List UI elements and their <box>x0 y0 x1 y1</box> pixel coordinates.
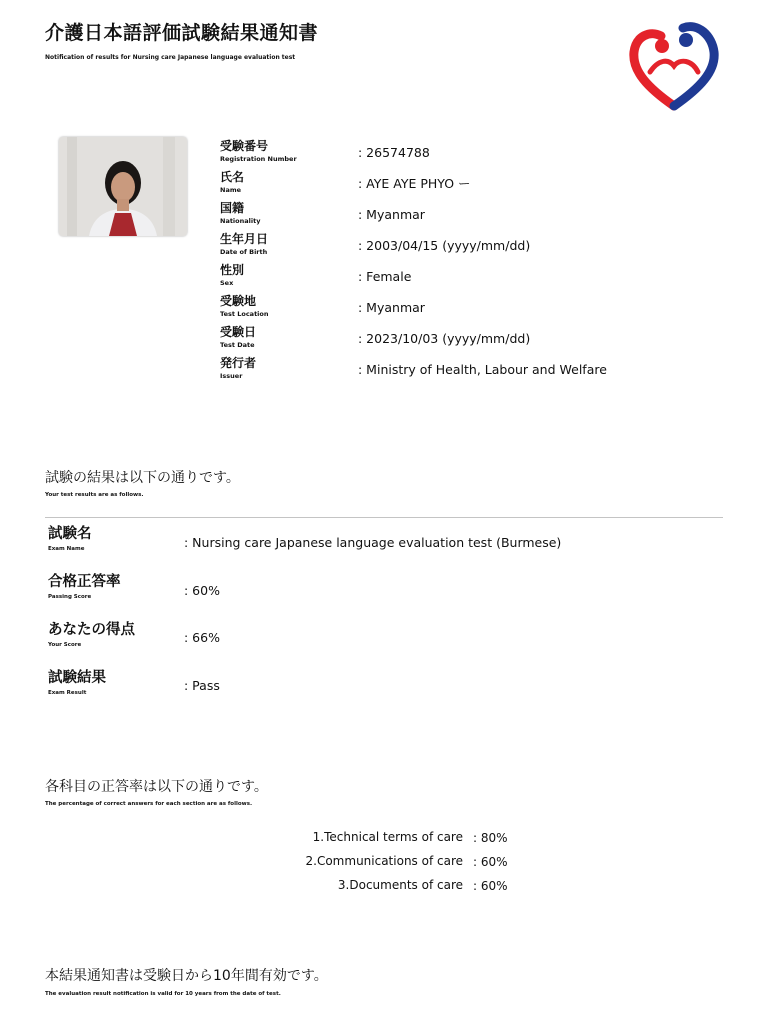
info-label-jp: 生年月日 <box>220 232 269 246</box>
passing-score-value: : 60% <box>184 583 220 598</box>
info-label-en: Nationality <box>220 217 261 225</box>
info-label-en: Test Location <box>220 310 269 318</box>
result-label-en: Exam Result <box>48 690 87 696</box>
info-label-test-date <box>220 325 256 349</box>
result-label-passing-score <box>48 573 121 601</box>
test-date-value: : 2023/10/03 (yyyy/mm/dd) <box>358 331 531 346</box>
test-location-value: : Myanmar <box>358 300 425 315</box>
info-label-en: Issuer <box>220 372 243 380</box>
result-label-jp: 試験名 <box>48 526 92 542</box>
validity-heading: 本結果通知書は受験日から10年間有効です。 <box>45 968 328 984</box>
exam-result-value: : Pass <box>184 678 220 693</box>
results-heading: 試験の結果は以下の通りです。 <box>45 470 240 486</box>
info-label-jp: 国籍 <box>220 201 245 215</box>
divider <box>45 517 723 518</box>
result-label-jp: 試験結果 <box>48 670 106 686</box>
info-label-en: Registration Number <box>220 155 297 163</box>
info-label-registration-number <box>220 139 297 163</box>
info-label-jp: 受験地 <box>220 294 257 308</box>
person-photo-icon <box>59 137 187 236</box>
result-label-en: Passing Score <box>48 594 92 600</box>
info-label-en: Test Date <box>220 341 255 349</box>
exam-name-value: : Nursing care Japanese language evaluation test (Burmese) <box>184 535 562 550</box>
result-label-en: Your Score <box>48 642 82 648</box>
info-label-jp: 受験日 <box>220 325 257 339</box>
sex-value: : Female <box>358 269 412 284</box>
info-label-en: Sex <box>220 279 234 287</box>
your-score-value: : 66% <box>184 630 220 645</box>
info-label-nationality <box>220 201 260 225</box>
result-label-jp: あなたの得点 <box>48 622 135 638</box>
info-label-jp: 受験番号 <box>220 139 269 153</box>
info-label-jp: 氏名 <box>220 170 245 184</box>
section-score-technical-terms: : 80% <box>473 831 508 845</box>
date-of-birth-value: : 2003/04/15 (yyyy/mm/dd) <box>358 238 531 253</box>
validity-heading-en: The evaluation result notification is valid for 10 years from the date of test. <box>45 991 281 997</box>
info-label-en: Name <box>220 186 242 194</box>
result-label-your-score <box>48 621 135 649</box>
results-heading-en: Your test results are as follows. <box>45 492 144 498</box>
sections-heading-en: The percentage of correct answers for each section are as follows. <box>45 801 253 807</box>
name-value: : AYE AYE PHYO ー <box>358 176 471 191</box>
section-name-documents: 3.Documents of care <box>337 878 463 892</box>
info-label-jp: 性別 <box>220 263 245 277</box>
info-label-test-location <box>220 294 269 318</box>
section-score-communications: : 60% <box>473 855 508 869</box>
result-label-exam-result <box>48 669 106 697</box>
result-label-en: Exam Name <box>48 546 85 552</box>
info-label-issuer <box>220 356 256 380</box>
section-name-communications: 2.Communications of care <box>305 854 463 868</box>
section-score-documents: : 60% <box>473 879 508 893</box>
nationality-value: : Myanmar <box>358 207 425 222</box>
document-title: 介護日本語評価試験結果通知書 <box>45 22 319 44</box>
info-label-name <box>220 170 244 194</box>
section-name-technical-terms: 1.Technical terms of care <box>312 830 463 844</box>
result-label-jp: 合格正答率 <box>48 574 121 590</box>
document-subtitle: Notification of results for Nursing care Japanese language evaluation test <box>45 54 296 61</box>
candidate-photo <box>59 137 187 236</box>
info-label-jp: 発行者 <box>220 356 257 370</box>
registration-number-value: : 26574788 <box>358 145 430 160</box>
info-label-date-of-birth <box>220 232 268 256</box>
result-label-exam-name <box>48 525 92 553</box>
sections-heading: 各科目の正答率は以下の通りです。 <box>45 779 268 795</box>
info-label-en: Date of Birth <box>220 248 268 256</box>
mhlw-heart-logo-icon <box>628 16 720 112</box>
info-label-sex <box>220 263 244 287</box>
issuer-value: : Ministry of Health, Labour and Welfare <box>358 362 607 377</box>
